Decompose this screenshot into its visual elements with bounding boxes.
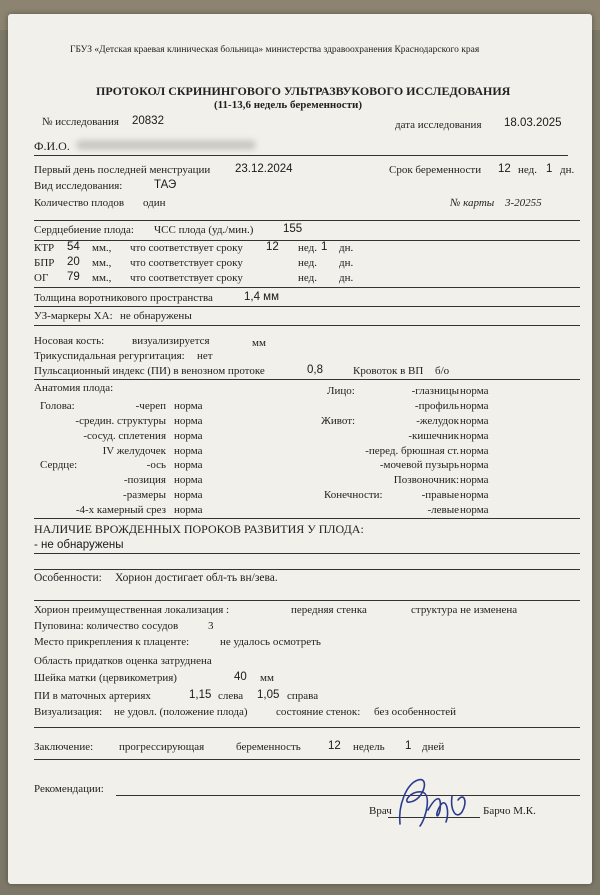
rule-3 [34, 287, 580, 288]
anatomy-left-item: -сосуд. сплетения [83, 430, 166, 442]
rule-4 [34, 306, 580, 307]
biometry-code: ОГ [34, 272, 49, 284]
anatomy-left-value: норма [174, 430, 203, 442]
biometry-weeks-word: нед. [298, 242, 317, 254]
anatomy-left-value: норма [174, 415, 203, 427]
rule-6 [34, 379, 580, 380]
term-label: Срок беременности [389, 164, 482, 176]
org-name: ГБУЗ «Детская краевая клиническая больница» министерства здравоохранения Краснодарского края [70, 45, 480, 55]
document-subtitle: (11-13,6 недель беременности) [214, 99, 363, 111]
uterine-pi-left: 1,15 [189, 689, 212, 701]
anatomy-right-value: норма [460, 415, 489, 427]
chorion-location: передняя стенка [291, 604, 367, 616]
head-label: Голова: [40, 400, 75, 412]
conclusion-days: 1 [405, 740, 412, 752]
walls-label: состояние стенок: [276, 706, 361, 718]
rule-9 [34, 569, 580, 570]
anatomy-left-item: -позиция [123, 474, 166, 486]
doctor-signature [380, 766, 490, 836]
term-days-word: дн. [560, 164, 575, 176]
nasal-bone-value: визуализируется [132, 335, 210, 347]
anatomy-left-item: -ось [146, 459, 166, 471]
rule-11 [34, 727, 580, 728]
fio-label: Ф.И.О. [34, 139, 70, 153]
study-number: 20832 [132, 115, 164, 127]
pi-venous-label: Пульсационный индекс (ПИ) в венозном протоке [34, 365, 265, 377]
biometry-value: 54 [67, 241, 80, 253]
rule-1 [34, 220, 580, 221]
nt-value: 1,4 мм [244, 291, 279, 303]
fetus-count-label: Количество плодов [34, 197, 125, 209]
insertion-label: Место прикрепления к плаценте: [34, 636, 190, 648]
anatomy-right-item: -мочевой пузырь [379, 459, 459, 471]
anatomy-right-value: норма [460, 430, 489, 442]
conclusion-days-word: дней [422, 741, 445, 753]
anatomy-right-value: норма [460, 459, 489, 471]
term-weeks-word: нед. [518, 164, 537, 176]
anatomy-right-item: -правые [421, 489, 459, 501]
anatomy-left-value: норма [174, 504, 203, 516]
biometry-text: что соответствует сроку [130, 242, 243, 254]
conclusion-weeks: 12 [328, 740, 341, 752]
biometry-weeks-word: нед. [298, 257, 317, 269]
walls-value: без особенностей [374, 706, 457, 718]
nt-label: Толщина воротникового пространства [34, 292, 213, 304]
chorion-label: Хорион преимущественная локализация : [34, 604, 230, 616]
anatomy-left-value: норма [174, 474, 203, 486]
anatomy-right-item: -перед. брюшная ст. [365, 445, 459, 457]
card-number: 3-20255 [505, 197, 542, 209]
anatomy-left-value: норма [174, 400, 203, 412]
features-label: Особенности: [34, 572, 102, 584]
biometry-days-word: дн. [339, 257, 354, 269]
biometry-unit: мм., [92, 272, 112, 284]
biometry-text: что соответствует сроку [130, 272, 243, 284]
anatomy-right-item: Позвоночник: [393, 474, 459, 486]
fio-redacted [76, 140, 256, 150]
biometry-code: КТР [34, 242, 55, 254]
defects-label: НАЛИЧИЕ ВРОЖДЕННЫХ ПОРОКОВ РАЗВИТИЯ У ПЛОДА: [34, 522, 364, 536]
uterine-pi-right-label: справа [287, 690, 319, 702]
tricuspid-value: нет [197, 350, 213, 362]
anatomy-left-item: -4-х камерный срез [75, 504, 166, 516]
anatomy-right-item: -желудок [416, 415, 459, 427]
biometry-value: 79 [67, 271, 80, 283]
insertion-value: не удалось осмотреть [220, 636, 321, 648]
cervix-value: 40 [234, 671, 247, 683]
uterine-pi-label: ПИ в маточных артериях [34, 690, 151, 702]
anatomy-right-value: норма [460, 385, 489, 397]
cervix-unit: мм [260, 672, 274, 684]
hr-label: ЧСС плода (уд./мин.) [154, 224, 254, 236]
recommendations-line [116, 795, 580, 796]
anatomy-left-item: -средин. структуры [75, 415, 166, 427]
protocol-sheet [8, 14, 592, 884]
anatomy-left-value: норма [174, 489, 203, 501]
conclusion-text-2: беременность [236, 741, 301, 753]
anatomy-right-value: норма [460, 400, 489, 412]
cord-vessels: 3 [208, 620, 214, 632]
biometry-text: что соответствует сроку [130, 257, 243, 269]
lmp-label: Первый день последней менструации [34, 164, 211, 176]
rule-5 [34, 325, 580, 326]
cervix-label: Шейка матки (цервикометрия) [34, 672, 177, 684]
study-date: 18.03.2025 [504, 117, 562, 129]
card-label: № карты [450, 197, 495, 209]
anatomy-label: Анатомия плода: [34, 382, 114, 394]
anatomy-right-value: норма [460, 474, 489, 486]
hr-value: 155 [283, 223, 303, 235]
anatomy-left-item: IV желудочек [102, 445, 166, 457]
study-type: ТАЭ [154, 179, 177, 191]
anatomy-right-value: норма [460, 504, 489, 516]
anatomy-right-item: -глазницы [411, 385, 459, 397]
biometry-weeks: 12 [266, 241, 279, 253]
biometry-days-word: дн. [339, 272, 354, 284]
study-date-label: дата исследования [395, 119, 482, 131]
fetus-count: один [143, 197, 166, 209]
term-days: 1 [546, 163, 553, 175]
conclusion-text-1: прогрессирующая [119, 741, 205, 753]
pi-venous-value: 0,8 [307, 364, 323, 376]
anatomy-right-value: норма [460, 445, 489, 457]
anatomy-left-item: -череп [135, 400, 166, 412]
anatomy-right-item: -левые [427, 504, 459, 516]
anatomy-left-value: норма [174, 445, 203, 457]
rule-2 [34, 240, 580, 241]
biometry-unit: мм., [92, 257, 112, 269]
heartbeat-label: Сердцебиение плода: [34, 224, 134, 236]
biometry-unit: мм., [92, 242, 112, 254]
study-type-label: Вид исследования: [34, 180, 123, 192]
anatomy-right-item: -кишечник [408, 430, 459, 442]
nasal-bone-label: Носовая кость: [34, 335, 105, 347]
features-value: Хорион достигает обл-ть вн/зева. [115, 572, 278, 584]
lmp-date: 23.12.2024 [235, 163, 293, 175]
limbs-label: Конечности: [324, 489, 383, 501]
biometry-value: 20 [67, 256, 80, 268]
term-weeks: 12 [498, 163, 511, 175]
adnexa-text: Область придатков оценка затруднена [34, 655, 212, 667]
recommendations-label: Рекомендации: [34, 783, 104, 795]
conclusion-label: Заключение: [34, 741, 94, 753]
rule-12 [34, 759, 580, 760]
doctor-label: Врач [369, 805, 392, 817]
biometry-code: БПР [34, 257, 55, 269]
markers-value: не обнаружены [120, 310, 192, 322]
face-label: Лицо: [327, 385, 355, 397]
visualization-label: Визуализация: [34, 706, 103, 718]
anatomy-left-value: норма [174, 459, 203, 471]
markers-label: УЗ-маркеры ХА: [34, 310, 113, 322]
abdomen-label: Живот: [321, 415, 356, 427]
rule-7 [34, 518, 580, 519]
venous-flow-value: б/о [435, 365, 450, 377]
rule-8 [34, 553, 580, 554]
doctor-name: Барчо М.К. [483, 805, 536, 817]
biometry-days: 1 [321, 241, 328, 253]
anatomy-right-item: -профиль [414, 400, 459, 412]
anatomy-left-item: -размеры [123, 489, 166, 501]
conclusion-weeks-word: недель [353, 741, 385, 753]
fio-underline [34, 155, 568, 156]
nasal-bone-unit: мм [252, 337, 266, 349]
biometry-days-word: дн. [339, 242, 354, 254]
venous-flow-label: Кровоток в ВП [353, 365, 424, 377]
tricuspid-label: Трикуспидальная регургитация: [34, 350, 185, 362]
visualization-value: не удовл. (положение плода) [114, 706, 248, 718]
chorion-structure: структура не изменена [411, 604, 518, 616]
document-title: ПРОТОКОЛ СКРИНИНГОВОГО УЛЬТРАЗВУКОВОГО ИССЛЕДОВАНИЯ [96, 84, 511, 98]
biometry-weeks-word: нед. [298, 272, 317, 284]
uterine-pi-right: 1,05 [257, 689, 280, 701]
study-number-label: № исследования [42, 116, 119, 128]
anatomy-right-value: норма [460, 489, 489, 501]
rule-10 [34, 600, 580, 601]
cord-label: Пуповина: количество сосудов [34, 620, 179, 632]
uterine-pi-left-label: слева [218, 690, 244, 702]
heart-section-label: Сердце: [40, 459, 78, 471]
defects-value: - не обнаружены [34, 539, 124, 551]
